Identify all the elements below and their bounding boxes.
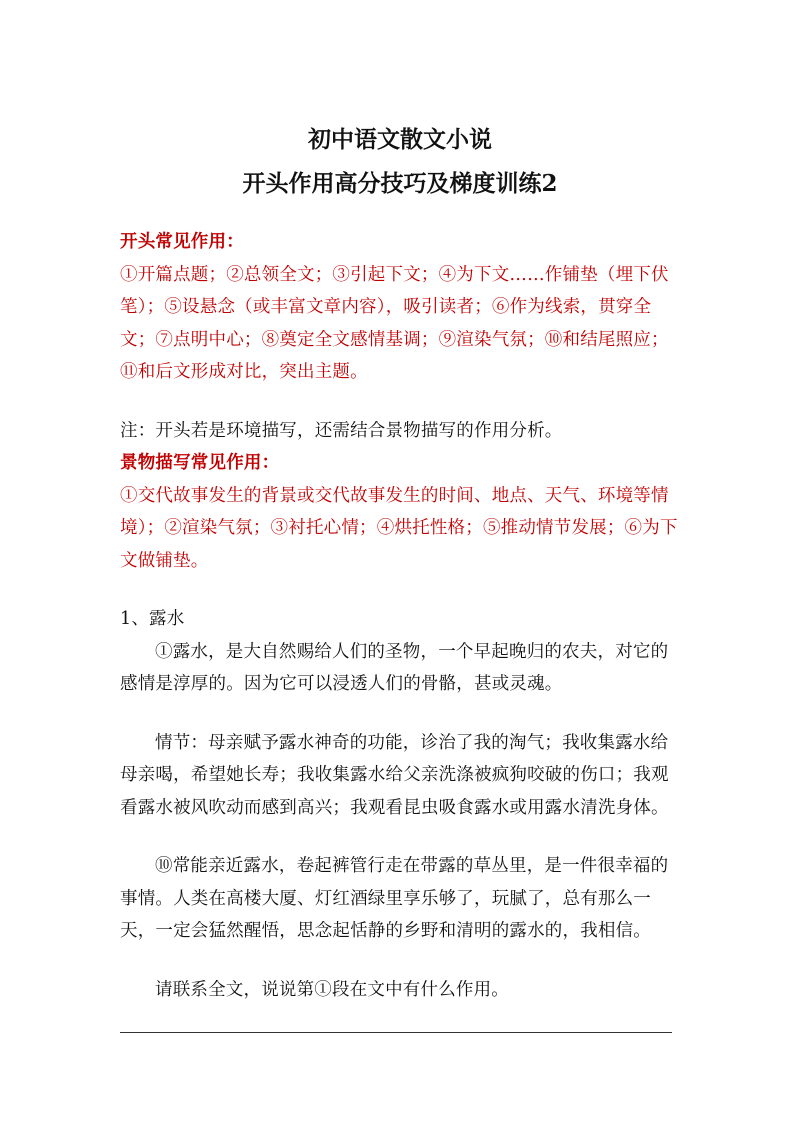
spacer (120, 389, 680, 415)
opening-functions-content: ①开篇点题；②总领全文；③引起下文；④为下文……作铺垫（埋下伏笔）；⑤设悬念（或丰富文章内容），吸引读者；⑥作为线索，贯穿全文；⑦点明中心；⑧奠定全文感情基调；⑨渲染气氛；⑩和结尾照应；⑪和后文形成对比，突出主题。 (120, 264, 669, 382)
exercise-paragraph-3: ⑩常能亲近露水，卷起裤管行走在带露的草丛里，是一件很幸福的事情。人类在高楼大厦、灯红酒绿里享乐够了，玩腻了，总有那么一天，一定会猛然醒悟，思念起恬静的乡野和清明的露水的，我相信。 (120, 856, 669, 941)
note-text: 注：开头若是环境描写，还需结合景物描写的作用分析。 (120, 420, 563, 441)
spacer (120, 948, 680, 974)
answer-line[interactable] (120, 1018, 672, 1033)
spacer (120, 824, 680, 850)
document-title (120, 118, 680, 206)
exercise-question: 请联系全文，说说第①段在文中有什么作用。 (155, 979, 509, 1000)
scenery-functions-content: ①交代故事发生的背景或交代故事发生的时间、地点、天气、环境等情境）；②渲染气氛；③衬托心情；④烘托性格；⑤推动情节发展；⑥为下文做铺垫。 (120, 485, 678, 571)
exercise-paragraph-1: ①露水，是大自然赐给人们的圣物，一个早起晚归的农夫，对它的感情是淳厚的。因为它可以浸透人们的骨骼，甚或灵魂。 (120, 641, 669, 694)
spacer (120, 577, 680, 603)
exercise-label: 1、露水 (120, 609, 185, 629)
spacer (120, 701, 680, 727)
scenery-functions-heading: 景物描写常见作用： (120, 453, 280, 473)
title-line-2: 开头作用高分技巧及梯度训练2 (242, 170, 558, 197)
title-line-1: 初中语文散文小说 (308, 126, 492, 153)
opening-functions-heading: 开头常见作用： (120, 232, 244, 252)
exercise-paragraph-2: 情节：母亲赋予露水神奇的功能，诊治了我的淘气；我收集露水给母亲喝，希望她长寿；我收集露水给父亲洗涤被疯狗咬破的伤口；我观看露水被风吹动而感到高兴；我观看昆虫吸食露水或用露水清洗身体。 (120, 732, 669, 818)
document-page (120, 118, 680, 1033)
